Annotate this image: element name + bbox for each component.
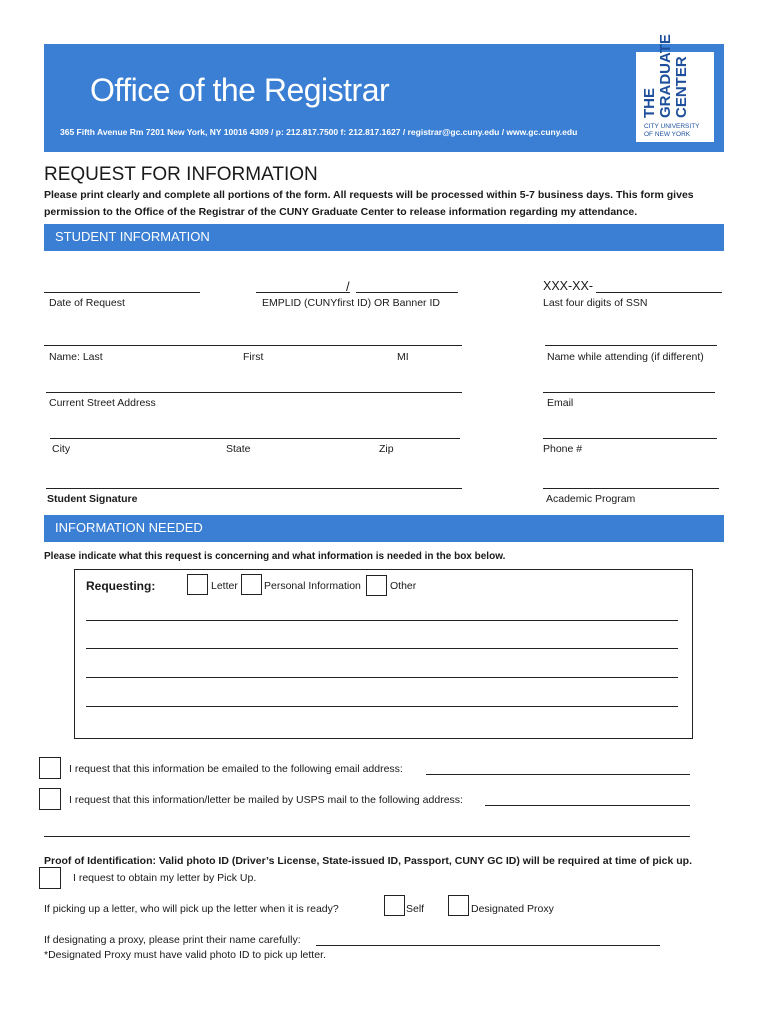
logo-graduate: GRADUATE — [657, 34, 674, 118]
city-label: City — [52, 443, 71, 455]
information-needed-heading — [44, 515, 724, 542]
graduate-center-logo — [636, 34, 714, 142]
ssn-label: Last four digits of SSN — [543, 297, 648, 309]
ssn-last-four-field[interactable] — [596, 292, 722, 293]
logo-center: CENTER — [673, 56, 690, 118]
mailing-address-field-1[interactable] — [485, 805, 690, 806]
form-intro: Please print clearly and complete all portions of the form. All requests will be processed within 5-7 business days. This form gives permission to the Office of the Registrar of the CUNY Graduate Center to release information regarding my attendance. — [44, 189, 694, 218]
proxy-id-note: *Designated Proxy must have valid photo ID to pick up letter. — [44, 949, 326, 961]
self-pickup-checkbox[interactable] — [384, 895, 405, 916]
student-info-heading-text: STUDENT INFORMATION — [55, 229, 210, 244]
name-mi-label: MI — [397, 351, 409, 363]
info-instruction: Please indicate what this request is concerning and what information is needed in the box below. — [44, 551, 506, 562]
academic-program-field[interactable] — [543, 488, 719, 489]
emplid-field-part2[interactable] — [356, 292, 458, 293]
personal-info-option-label: Personal Information — [264, 580, 361, 592]
name-first-label: First — [243, 351, 264, 363]
emplid-slash: / — [346, 279, 350, 294]
signature-field[interactable] — [46, 488, 462, 489]
request-detail-line[interactable] — [86, 648, 678, 649]
delivery-email-field[interactable] — [426, 774, 690, 775]
student-info-heading — [44, 224, 724, 251]
logo-sub2: OF NEW YORK — [644, 131, 691, 138]
signature-label: Student Signature — [47, 493, 138, 505]
letter-checkbox[interactable] — [187, 574, 208, 595]
registrar-header — [44, 34, 724, 152]
email-delivery-label: I request that this information be emailed to the following email address: — [69, 763, 403, 775]
name-attending-label: Name while attending (if different) — [547, 351, 704, 363]
email-field[interactable] — [543, 392, 715, 393]
request-detail-line[interactable] — [86, 677, 678, 678]
logo-the: THE — [641, 88, 658, 118]
self-pickup-label: Self — [406, 903, 425, 915]
program-label: Academic Program — [546, 493, 636, 505]
pickup-checkbox[interactable] — [39, 867, 61, 889]
request-detail-line[interactable] — [86, 706, 678, 707]
date-of-request-field[interactable] — [44, 292, 200, 293]
email-delivery-checkbox[interactable] — [39, 757, 61, 779]
mailing-address-field-2[interactable] — [44, 836, 690, 837]
proxy-pickup-checkbox[interactable] — [448, 895, 469, 916]
street-address-field[interactable] — [46, 392, 462, 393]
ssn-prefix: XXX-XX- — [543, 279, 594, 293]
email-label: Email — [547, 397, 574, 409]
office-title: Office of the Registrar — [90, 72, 390, 108]
city-state-zip-field[interactable] — [50, 438, 460, 439]
letter-option-label: Letter — [211, 580, 238, 592]
request-detail-line[interactable] — [86, 620, 678, 621]
pickup-question: If picking up a letter, who will pick up the letter when it is ready? — [44, 903, 339, 915]
office-address: 365 Fifth Avenue Rm 7201 New York, NY 10016 4309 / p: 212.817.7500 f: 212.817.1627 / registrar@gc.cuny.edu / www.gc.cuny.edu — [60, 127, 578, 137]
date-label: Date of Request — [49, 297, 125, 309]
mail-delivery-checkbox[interactable] — [39, 788, 61, 810]
other-checkbox[interactable] — [366, 575, 387, 596]
name-last-label: Name: Last — [49, 351, 103, 363]
proof-of-id-note: Proof of Identification: Valid photo ID (Driver’s License, State-issued ID, Passport, CUNY GC ID) will be required at time of pick up. — [44, 855, 692, 867]
phone-label: Phone # — [543, 443, 583, 455]
proxy-pickup-label: Designated Proxy — [471, 903, 554, 915]
zip-label: Zip — [379, 443, 394, 455]
mail-delivery-label: I request that this information/letter be mailed by USPS mail to the following address: — [69, 794, 463, 806]
name-while-attending-field[interactable] — [545, 345, 717, 346]
information-needed-heading-text: INFORMATION NEEDED — [55, 520, 203, 535]
state-label: State — [226, 443, 251, 455]
pickup-label: I request to obtain my letter by Pick Up. — [73, 872, 257, 884]
logo-cuny-text — [644, 123, 700, 139]
personal-info-checkbox[interactable] — [241, 574, 262, 595]
proxy-name-field[interactable] — [316, 945, 660, 946]
street-label: Current Street Address — [49, 397, 156, 409]
proxy-name-label: If designating a proxy, please print their name carefully: — [44, 934, 301, 946]
phone-field[interactable] — [543, 438, 717, 439]
requesting-label: Requesting: — [86, 579, 156, 593]
other-option-label: Other — [390, 580, 417, 592]
emplid-label: EMPLID (CUNYfirst ID) OR Banner ID — [262, 297, 440, 309]
logo-sub1: CITY UNIVERSITY — [644, 123, 700, 130]
emplid-field-part1[interactable] — [256, 292, 350, 293]
form-title: REQUEST FOR INFORMATION — [44, 164, 318, 185]
name-field[interactable] — [44, 345, 462, 346]
